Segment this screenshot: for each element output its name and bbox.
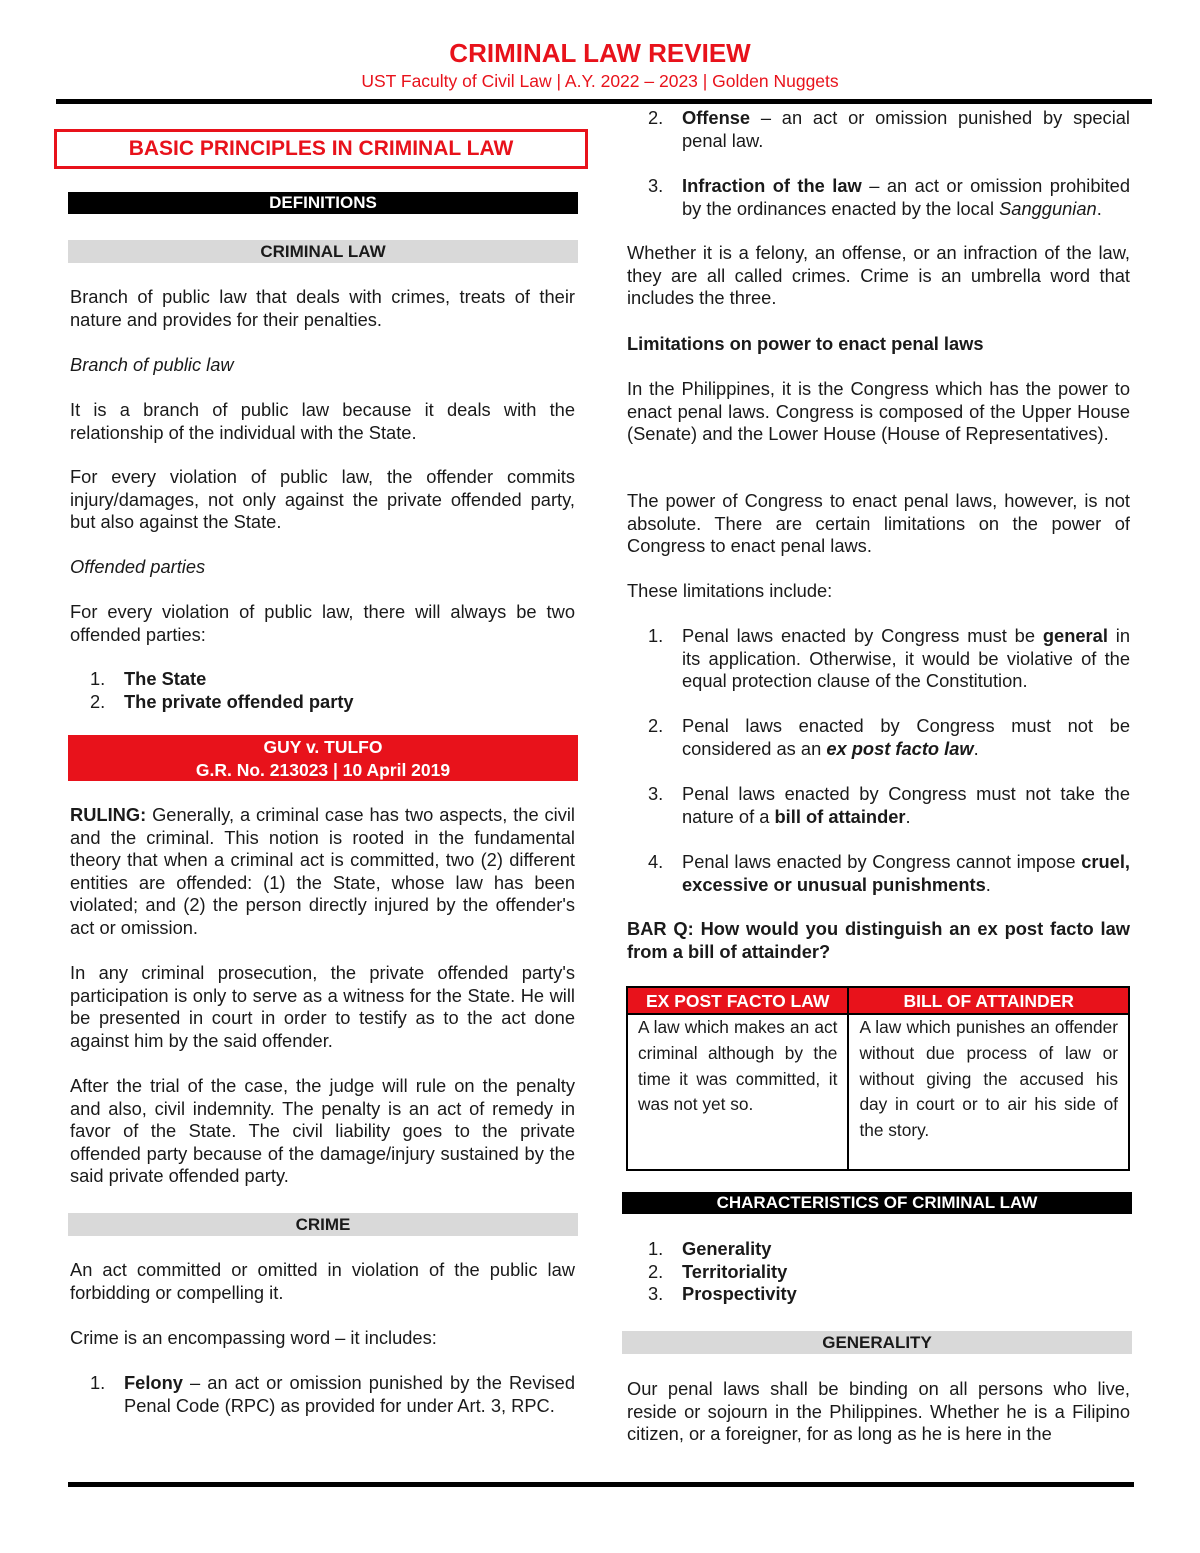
crime-types-list-continued xyxy=(626,107,1130,152)
ruling-label: RULING: xyxy=(70,804,147,825)
bar-question: BAR Q: How would you distinguish an ex post facto law from a bill of attainder? xyxy=(627,918,1130,962)
table-cell-ex-post-facto: A law which makes an act criminal although by the time it was committed, it was not yet so. xyxy=(627,1014,848,1170)
crime-types-list xyxy=(68,1372,575,1417)
paragraph-include: These limitations include: xyxy=(627,580,833,601)
case-title: GUY v. TULFO xyxy=(263,737,383,757)
table-row xyxy=(627,1014,1129,1170)
paragraph-congress: In the Philippines, it is the Congress which has the power to enact penal laws. Congress is composed of the Upper House (Senate) and the Lower House (House of Representatives). xyxy=(627,378,1130,445)
section-title-box: BASIC PRINCIPLES IN CRIMINAL LAW xyxy=(54,129,588,169)
list-item: 3. Infraction of the law – an act or omission prohibited by the ordinances enacted by the local Sanggunian. xyxy=(648,175,1130,219)
list-item: 3. Prospectivity xyxy=(648,1283,797,1305)
table-header-bill-of-attainder: BILL OF ATTAINDER xyxy=(848,987,1129,1014)
paragraph-umbrella: Whether it is a felony, an offense, or an infraction of the law, they are all called crimes. Crime is an umbrella word that includes the three. xyxy=(627,242,1130,309)
paragraph-encompass: Crime is an encompassing word – it includes: xyxy=(70,1327,437,1348)
paragraph-trial: After the trial of the case, the judge will rule on the penalty and also, civil indemnity. The penalty is an act of remedy in favor of the State. The civil liability goes to the private offended party because of the damage/injury sustained by the said private offended party. xyxy=(70,1075,575,1187)
document-title: CRIMINAL LAW REVIEW xyxy=(449,38,751,68)
paragraph-offended: For every violation of public law, there will always be two offended parties: xyxy=(70,601,575,645)
list-item: 1. Generality xyxy=(648,1238,772,1259)
paragraph-prosecution: In any criminal prosecution, the private offended party's participation is only to serve as a witness for the State. He will be presented in court in order to testify as to the act done against him by the said offender. xyxy=(70,962,575,1051)
table-header-ex-post-facto: EX POST FACTO LAW xyxy=(627,987,848,1014)
generality-heading: GENERALITY xyxy=(622,1331,1132,1354)
characteristics-list xyxy=(626,1238,1130,1306)
paragraph-violation: For every violation of public law, the offender commits injury/damages, not only against the private offended party, but also against the State. xyxy=(70,466,575,533)
list-item: 3. Penal laws enacted by Congress must not take the nature of a bill of attainder. xyxy=(648,783,1130,827)
subheading-offended: Offended parties xyxy=(70,556,206,577)
case-heading xyxy=(68,735,578,781)
paragraph-branch: Branch of public law that deals with crimes, treats of their nature and provides for their penalties. xyxy=(70,286,575,330)
header-rule xyxy=(56,99,1152,104)
paragraph-generality: Our penal laws shall be binding on all persons who live, reside or sojourn in the Philippines. Whether he is a Filipino citizen, or a foreigner, for as long as he is here in the xyxy=(627,1378,1130,1445)
document-subtitle: UST Faculty of Civil Law | A.Y. 2022 – 2023 | Golden Nuggets xyxy=(361,71,839,91)
table-cell-bill-of-attainder: A law which punishes an offender without due process of law or without giving the accused his day in court or to air his side of the story. xyxy=(848,1014,1129,1170)
limitations-list xyxy=(626,625,1130,896)
paragraph-ruling: RULING: Generally, a criminal case has two aspects, the civil and the criminal. This notion is rooted in the fundamental theory that when a criminal act is committed, two (2) different entities are offended: (1) the State, whose law has been violated; and (2) the person directly injured by the offender's act or omission. xyxy=(70,804,575,938)
case-citation: G.R. No. 213023 | 10 April 2019 xyxy=(195,759,451,780)
paragraph-branch-reason: It is a branch of public law because it deals with the relationship of the individual with the State. xyxy=(70,399,575,443)
definitions-heading: DEFINITIONS xyxy=(68,192,578,214)
paragraph-crime: An act committed or omitted in violation of the public law forbidding or compelling it. xyxy=(70,1259,575,1303)
list-item: 1. Penal laws enacted by Congress must be general in its application. Otherwise, it would be violative of the equal protection clause of the Constitution. xyxy=(648,625,1131,692)
crime-heading: CRIME xyxy=(68,1213,578,1236)
list-item: 2. Offense – an act or omission punished by special penal law. xyxy=(648,107,1130,151)
footer-rule xyxy=(68,1482,1134,1487)
list-item: 2. Territoriality xyxy=(648,1260,788,1282)
crime-types-list-continued-2 xyxy=(626,175,1130,220)
list-item: 1. Felony – an act or omission punished by the Revised Penal Code (RPC) as provided for under Art. 3, RPC. xyxy=(90,1372,575,1416)
comparison-table xyxy=(626,986,1130,1171)
list-item: 1. The State xyxy=(90,668,207,689)
subheading-branch: Branch of public law xyxy=(70,354,234,375)
subheading-limitations: Limitations on power to enact penal laws xyxy=(627,333,984,354)
list-item: 2. The private offended party xyxy=(90,690,354,712)
offended-parties-list xyxy=(68,668,578,713)
list-item: 4. Penal laws enacted by Congress cannot impose cruel, excessive or unusual punishments. xyxy=(648,850,1130,895)
characteristics-heading: CHARACTERISTICS OF CRIMINAL LAW xyxy=(622,1192,1132,1214)
criminal-law-heading: CRIMINAL LAW xyxy=(68,240,578,263)
paragraph-power: The power of Congress to enact penal laws, however, is not absolute. There are certain limitations on the power of Congress to enact penal laws. xyxy=(627,490,1130,557)
list-item: 2. Penal laws enacted by Congress must not be considered as an ex post facto law. xyxy=(648,715,1130,759)
table-header-row xyxy=(627,987,1129,1014)
